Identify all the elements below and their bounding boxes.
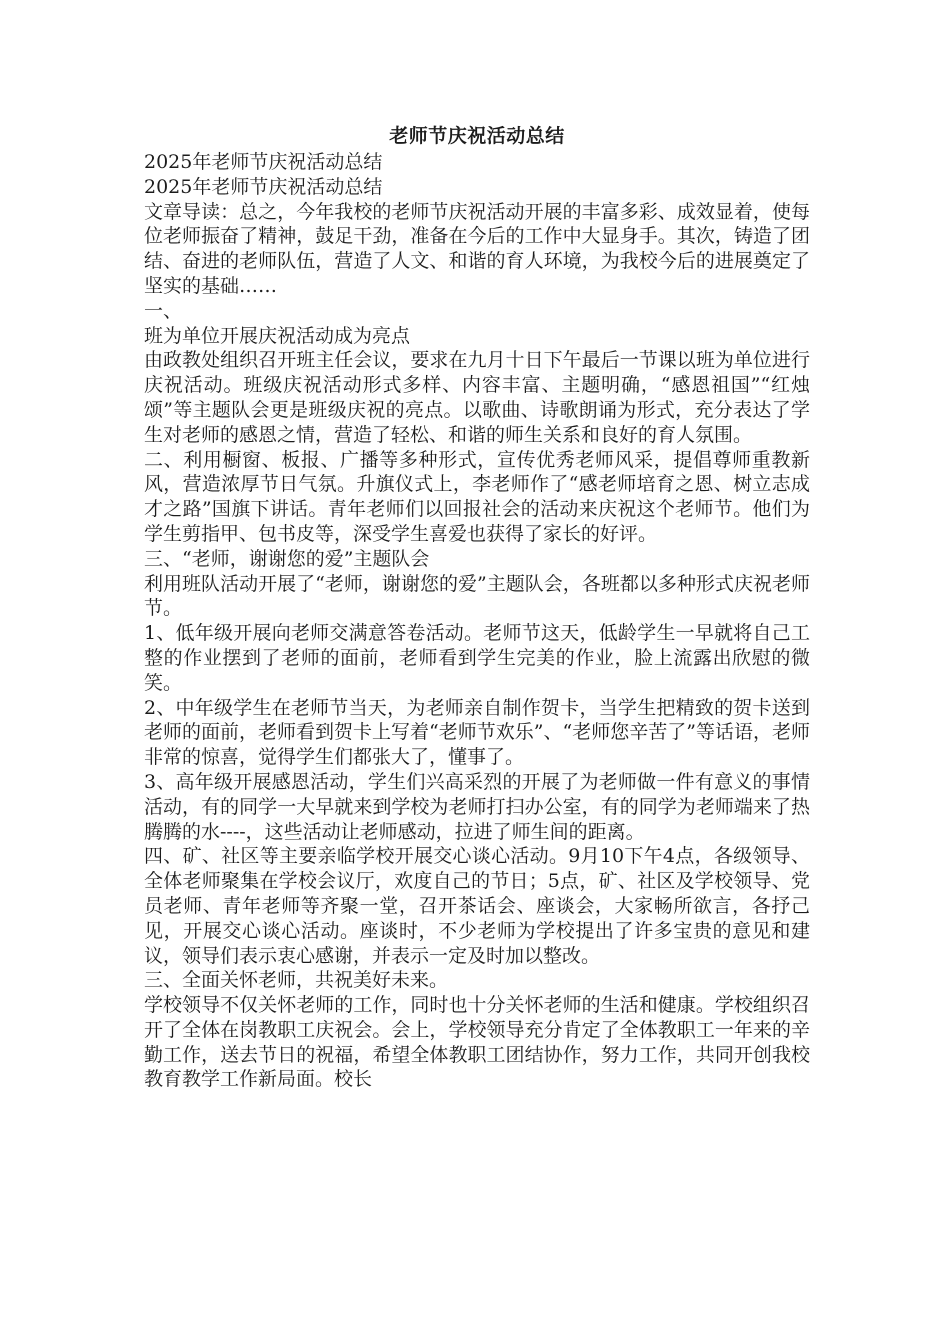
body-paragraph: 利用班队活动开展了“老师，谢谢您的爱”主题队会，各班都以多种形式庆祝老师节。 xyxy=(144,572,810,620)
intro-paragraph: 文章导读：总之，今年我校的老师节庆祝活动开展的丰富多彩、成效显着，使每位老师振奋了精神，鼓足干劲，准备在今后的工作中大显身手。其次，铸造了团结、奋进的老师队伍，营造了人文、和谐的育人环境，为我校今后的进展奠定了坚实的基础…… xyxy=(144,200,810,297)
subtitle-line: 2025年老师节庆祝活动总结 xyxy=(144,175,383,198)
subtitle-line: 2025年老师节庆祝活动总结 xyxy=(144,151,383,173)
body-paragraph: 3、高年级开展感恩活动，学生们兴高采烈的开展了为老师做一件有意义的事情活动，有的同学一大早就来到学校为老师打扫办公室，有的同学为老师端来了热腾腾的水----，这些活动让老师感动，拉进了师生间的距离。 xyxy=(144,770,810,843)
section-heading: 一、 xyxy=(144,299,183,322)
document-body xyxy=(144,122,810,1092)
document-title: 老师节庆祝活动总结 xyxy=(389,125,565,147)
body-paragraph: 1、低年级开展向老师交满意答卷活动。老师节这天，低龄学生一早就将自己工整的作业摆到了老师的面前，老师看到学生完美的作业，脸上流露出欣慰的微笑。 xyxy=(144,622,810,694)
section-heading: 三、“老师，谢谢您的爱”主题队会 xyxy=(144,547,430,570)
body-paragraph: 2、中年级学生在老师节当天，为老师亲自制作贺卡，当学生把精致的贺卡送到老师的面前，老师看到贺卡上写着“老师节欢乐”、“老师您辛苦了”等话语，老师非常的惊喜，觉得学生们都张大了，懂事了。 xyxy=(144,696,810,769)
body-paragraph: 二、利用橱窗、板报、广播等多种形式，宣传优秀老师风采，提倡尊师重教新风，营造浓厚节日气氛。升旗仪式上，李老师作了“感老师培育之恩、树立志成才之路”国旗下讲话。青年老师们以回报社会的活动来庆祝这个老师节。他们为学生剪指甲、包书皮等，深受学生喜爱也获得了家长的好评。 xyxy=(144,448,810,545)
section-heading: 三、全面关怀老师，共祝美好未来。 xyxy=(144,969,449,992)
body-paragraph: 学校领导不仅关怀老师的工作，同时也十分关怀老师的生活和健康。学校组织召开了全体在岗教职工庆祝会。会上，学校领导充分肯定了全体教职工一年来的辛勤工作，送去节日的祝福，希望全体教职工团结协作，努力工作，共同开创我校教育教学工作新局面。校长 xyxy=(144,994,810,1091)
section-heading: 班为单位开展庆祝活动成为亮点 xyxy=(144,324,411,347)
body-paragraph: 由政教处组织召开班主任会议，要求在九月十日下午最后一节课以班为单位进行庆祝活动。班级庆祝活动形式多样、内容丰富、主题明确，“感恩祖国”“红烛颂”等主题队会更是班级庆祝的亮点。以歌曲、诗歌朗诵为形式，充分表达了学生对老师的感恩之情，营造了轻松、和谐的师生关系和良好的育人氛围。 xyxy=(144,349,810,446)
body-paragraph: 四、矿、社区等主要亲临学校开展交心谈心活动。9月10下午4点，各级领导、全体老师聚集在学校会议厅，欢度自己的节日；5点，矿、社区及学校领导、党员老师、青年老师等齐聚一堂，召开茶话会、座谈会，大家畅所欲言，各抒己见，开展交心谈心活动。座谈时，不少老师为学校提出了许多宝贵的意见和建议，领导们表示衷心感谢，并表示一定及时加以整改。 xyxy=(144,845,810,967)
